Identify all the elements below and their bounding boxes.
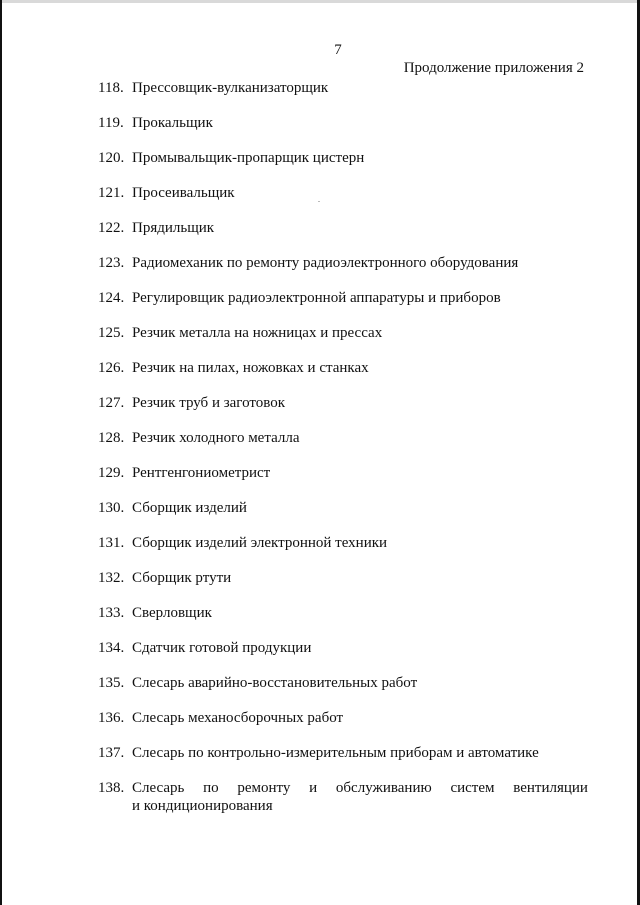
list-item: [98, 464, 590, 499]
item-number: 134.: [98, 640, 125, 656]
word: и: [309, 780, 318, 796]
item-number: 136.: [98, 710, 125, 726]
item-text-line2: и кондиционирования: [132, 798, 273, 814]
list-item: [98, 744, 590, 779]
item-text: Прессовщик-вулканизаторщик: [132, 80, 329, 96]
item-number: 137.: [98, 745, 125, 761]
page-number: 7: [334, 42, 342, 58]
item-number: 132.: [98, 570, 125, 586]
item-text: Сборщик изделий: [132, 500, 247, 516]
word: Слесарь: [132, 780, 185, 796]
item-text-line1: [132, 779, 588, 797]
item-text: Слесарь механосборочных работ: [132, 710, 344, 726]
continuation-label: Продолжение приложения 2: [403, 60, 584, 76]
profession-list: [98, 79, 590, 819]
list-item: [98, 674, 590, 709]
list-item: [98, 289, 590, 324]
item-text: Сдатчик готовой продукции: [132, 640, 312, 656]
list-item: [98, 534, 590, 569]
list-item: [98, 184, 590, 219]
item-text: Сборщик изделий электронной техники: [132, 535, 388, 551]
item-number: 120.: [98, 150, 125, 166]
item-number: 135.: [98, 675, 125, 691]
item-number: 133.: [98, 605, 125, 621]
item-text: Радиомеханик по ремонту радиоэлектронного оборудования: [132, 255, 519, 271]
item-text: Рентгенгониометрист: [132, 465, 271, 481]
item-number: 121.: [98, 185, 125, 201]
item-text: Регулировщик радиоэлектронной аппаратуры и приборов: [132, 290, 501, 306]
list-item: [98, 639, 590, 674]
list-item: [98, 219, 590, 254]
item-text: Резчик на пилах, ножовках и станках: [132, 360, 369, 376]
item-number: 119.: [98, 115, 124, 131]
word: по: [203, 780, 219, 796]
item-number: 129.: [98, 465, 125, 481]
item-number: 125.: [98, 325, 125, 341]
list-item: [98, 429, 590, 464]
scan-edge-left: [0, 0, 2, 905]
list-item: [98, 149, 590, 184]
item-text: Слесарь аварийно-восстановительных работ: [132, 675, 418, 691]
item-number: 127.: [98, 395, 125, 411]
list-item: [98, 359, 590, 394]
list-item: [98, 569, 590, 604]
list-item: [98, 324, 590, 359]
item-text: Резчик труб и заготовок: [132, 395, 286, 411]
item-text: [132, 779, 588, 815]
item-number: 124.: [98, 290, 125, 306]
item-number: 130.: [98, 500, 125, 516]
item-number: 128.: [98, 430, 125, 446]
item-number: 138.: [98, 780, 125, 796]
item-text: Прокальщик: [132, 115, 213, 131]
item-text: Прядильщик: [132, 220, 215, 236]
item-number: 122.: [98, 220, 125, 236]
item-text: Слесарь по контрольно-измерительным приборам и автоматике: [132, 745, 539, 761]
word: систем: [450, 780, 495, 796]
word: вентиляции: [513, 780, 588, 796]
item-text: Сборщик ртути: [132, 570, 232, 586]
item-text: Резчик холодного металла: [132, 430, 300, 446]
item-number: 123.: [98, 255, 125, 271]
item-text: Резчик металла на ножницах и прессах: [132, 325, 383, 341]
item-text: Промывальщик-пропарщик цистерн: [132, 150, 365, 166]
list-item: [98, 254, 590, 289]
list-item: [98, 499, 590, 534]
item-number: 118.: [98, 80, 124, 96]
list-item: [98, 394, 590, 429]
item-number: 126.: [98, 360, 125, 376]
word: обслуживанию: [335, 780, 432, 796]
word: ремонту: [237, 780, 291, 796]
list-item: [98, 709, 590, 744]
list-item: [98, 114, 590, 149]
scan-edge-top: [0, 0, 640, 3]
item-text: Сверловщик: [132, 605, 212, 621]
item-number: 131.: [98, 535, 125, 551]
list-item-last: [98, 779, 590, 819]
list-item: [98, 604, 590, 639]
item-text: Просеивальщик: [132, 185, 235, 201]
list-item: [98, 79, 590, 114]
